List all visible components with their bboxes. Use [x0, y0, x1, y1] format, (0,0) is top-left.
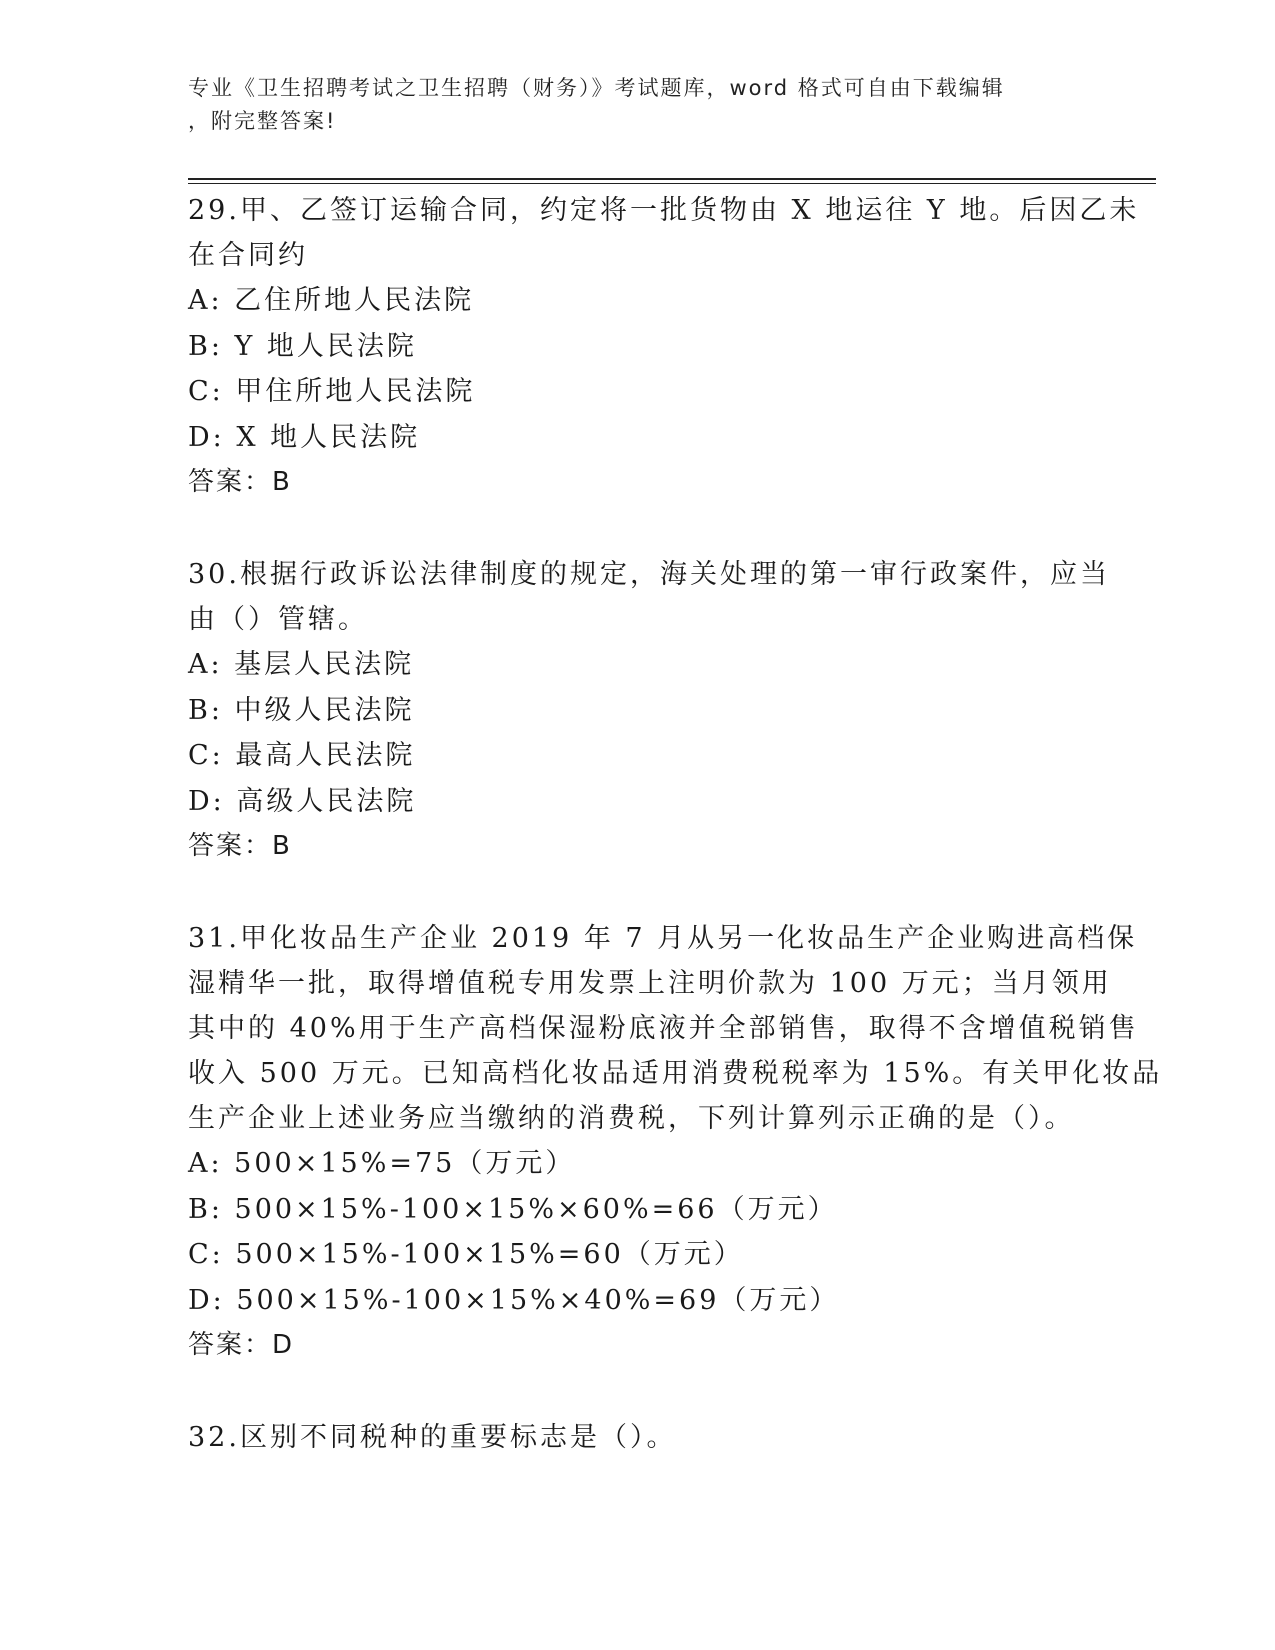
question-stem	[188, 188, 1140, 278]
stem-line: 收入 500 万元。已知高档化妆品适用消费税税率为 15%。有关甲化妆品	[188, 1058, 1163, 1089]
stem-line: 湿精华一批，取得增值税专用发票上注明价款为 100 万元；当月领用	[188, 968, 1112, 999]
question-31	[188, 916, 1163, 1368]
answer-label: 答案：B	[188, 467, 292, 497]
answer-label: 答案：B	[188, 831, 292, 861]
question-list	[188, 188, 1163, 1460]
option-c: C: 最高人民法院	[188, 740, 416, 771]
question-stem	[188, 916, 1163, 1141]
option-b: B: Y 地人民法院	[188, 330, 417, 362]
header-divider-thin	[188, 183, 1156, 184]
stem-line: 32.区别不同税种的重要标志是（）。	[188, 1422, 677, 1453]
option-b: B: 500×15%-100×15%×60%=66（万元）	[188, 1193, 838, 1225]
stem-line: 由（）管辖。	[188, 604, 368, 635]
question-stem	[188, 552, 1110, 642]
answer-label: 答案：D	[188, 1330, 295, 1360]
option-d: D: 500×15%-100×15%×40%=69（万元）	[188, 1284, 840, 1316]
document-header	[188, 72, 1088, 138]
option-a: A: 基层人民法院	[188, 649, 415, 680]
option-a: A: 500×15%=75（万元）	[188, 1148, 576, 1179]
stem-line: 生产企业上述业务应当缴纳的消费税，下列计算列示正确的是（）。	[188, 1103, 1075, 1134]
option-b: B: 中级人民法院	[188, 694, 415, 726]
header-divider-thick	[188, 178, 1156, 180]
header-line-1: 专业《卫生招聘考试之卫生招聘（财务）》考试题库，word 格式可自由下载编辑	[188, 76, 1005, 100]
stem-line: 30.根据行政诉讼法律制度的规定，海关处理的第一审行政案件，应当	[188, 559, 1110, 590]
question-spacer	[188, 1368, 1088, 1415]
question-spacer	[188, 869, 1088, 916]
question-30	[188, 552, 1110, 869]
option-d: D: 高级人民法院	[188, 785, 417, 817]
option-d: D: X 地人民法院	[188, 421, 421, 453]
question-29	[188, 188, 1140, 505]
question-stem	[188, 1415, 1088, 1460]
question-spacer	[188, 505, 1088, 552]
stem-line: 31.甲化妆品生产企业 2019 年 7 月从另一化妆品生产企业购进高档保	[188, 923, 1138, 954]
header-line-2: ，附完整答案!	[188, 109, 337, 133]
option-c: C: 500×15%-100×15%=60（万元）	[188, 1239, 744, 1270]
stem-line: 其中的 40%用于生产高档保湿粉底液并全部销售，取得不含增值税销售	[188, 1013, 1139, 1044]
stem-line: 29.甲、乙签订运输合同，约定将一批货物由 X 地运往 Y 地。后因乙未	[188, 195, 1140, 226]
option-c: C: 甲住所地人民法院	[188, 376, 476, 407]
question-32	[188, 1415, 1088, 1460]
option-a: A: 乙住所地人民法院	[188, 285, 475, 316]
stem-line: 在合同约	[188, 240, 308, 271]
